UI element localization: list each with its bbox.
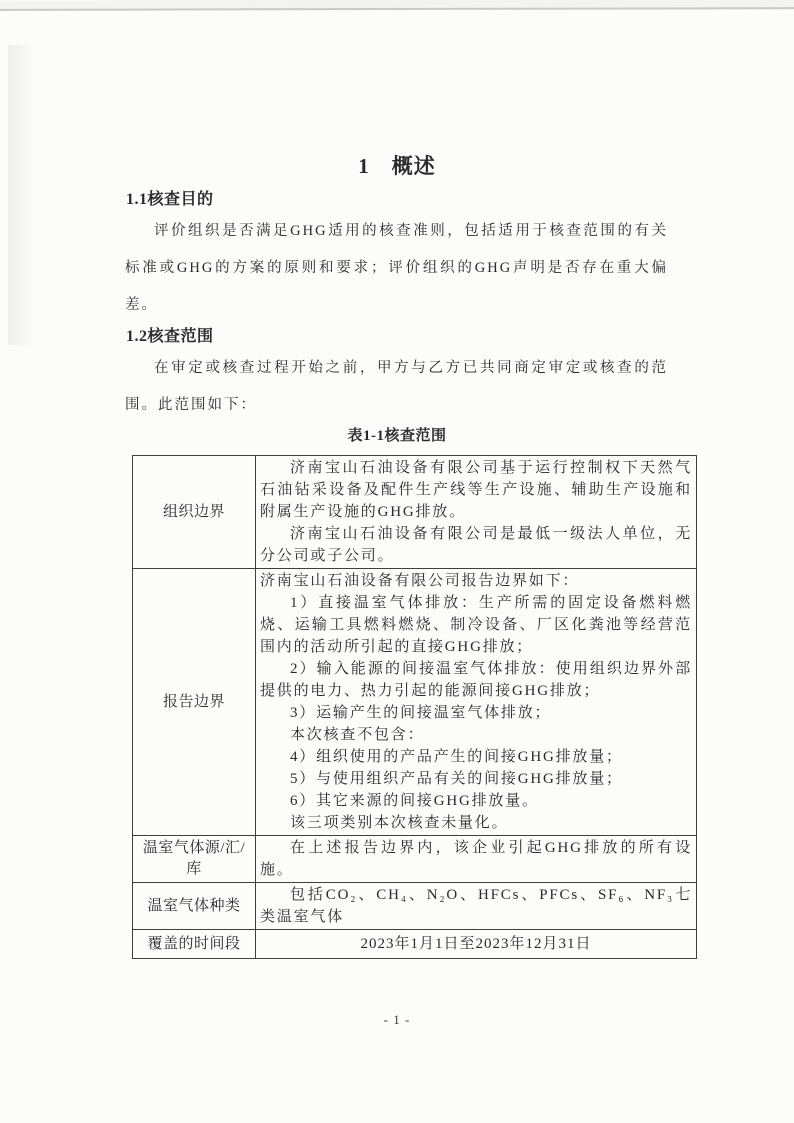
section-heading-1-1: 1.1核查目的 <box>126 191 214 208</box>
table-row-ghg-sources-sinks-reservoirs <box>133 836 697 883</box>
table-caption: 表1-1核查范围 <box>347 428 447 444</box>
row-content-covered-period <box>256 930 697 959</box>
row-label-organization-boundary: 组织边界 <box>133 456 256 569</box>
cell-paragraph: 包括CO₂、CH₄、N₂O、HFCs、PFCs、SF₆、NF₃七类温室气体 <box>260 887 692 925</box>
cell-paragraph: 2023年1月1日至2023年12月31日 <box>360 936 592 952</box>
row-content-ghg-sources-sinks-reservoirs <box>256 836 697 883</box>
row-label-covered-period: 覆盖的时间段 <box>133 930 256 959</box>
table-row-organization-boundary <box>133 456 697 569</box>
row-label-reporting-boundary: 报告边界 <box>133 569 256 836</box>
row-label-ghg-types: 温室气体种类 <box>133 883 256 930</box>
verification-scope-table <box>132 455 697 959</box>
cell-paragraph: 3）运输产生的间接温室气体排放； <box>290 705 552 721</box>
cell-paragraph: 5）与使用组织产品有关的间接GHG排放量； <box>290 771 623 787</box>
page-title: 1 概述 <box>358 154 436 178</box>
section-heading-1-2: 1.2核查范围 <box>126 328 214 345</box>
cell-paragraph: 4）组织使用的产品产生的间接GHG排放量； <box>290 749 623 765</box>
cell-paragraph: 6）其它来源的间接GHG排放量。 <box>290 793 539 809</box>
cell-paragraph: 在上述报告边界内，该企业引起GHG排放的所有设施。 <box>260 840 692 878</box>
cell-paragraph: 2）输入能源的间接温室气体排放：使用组织边界外部提供的电力、热力引起的能源间接GHG排放； <box>260 661 692 699</box>
section-paragraph-1-1: 评价组织是否满足GHG适用的核查准则，包括适用于核查范围的有关标准或GHG的方案的原则和要求；评价组织的GHG声明是否存在重大偏差。 <box>125 223 668 313</box>
table-row-covered-period <box>133 930 697 959</box>
cell-paragraph: 济南宝山石油设备有限公司是最低一级法人单位，无分公司或子公司。 <box>260 526 692 564</box>
cell-paragraph: 1）直接温室气体排放：生产所需的固定设备燃料燃烧、运输工具燃料燃烧、制冷设备、厂区化粪池等经营范围内的活动所引起的直接GHG排放； <box>260 595 692 655</box>
table-row-ghg-types <box>133 883 697 930</box>
row-content-organization-boundary <box>256 456 697 569</box>
row-label-ghg-sources-sinks-reservoirs: 温室气体源/汇/库 <box>133 836 256 883</box>
cell-paragraph: 该三项类别本次核查未量化。 <box>290 815 509 831</box>
scan-edge-artifact <box>0 0 794 11</box>
row-content-ghg-types <box>256 883 697 930</box>
cell-paragraph: 济南宝山石油设备有限公司报告边界如下： <box>260 573 580 589</box>
row-content-reporting-boundary <box>256 569 697 836</box>
scan-streak-artifact <box>8 45 38 345</box>
section-paragraph-1-2: 在审定或核查过程开始之前，甲方与乙方已共同商定审定或核查的范围。此范围如下： <box>125 360 668 413</box>
cell-paragraph: 本次核查不包含： <box>290 727 425 743</box>
page-number: - 1 - <box>383 1012 411 1027</box>
table-row-reporting-boundary <box>133 569 697 836</box>
cell-paragraph: 济南宝山石油设备有限公司基于运行控制权下天然气石油钻采设备及配件生产线等生产设施、辅助生产设施和附属生产设施的GHG排放。 <box>260 460 692 520</box>
